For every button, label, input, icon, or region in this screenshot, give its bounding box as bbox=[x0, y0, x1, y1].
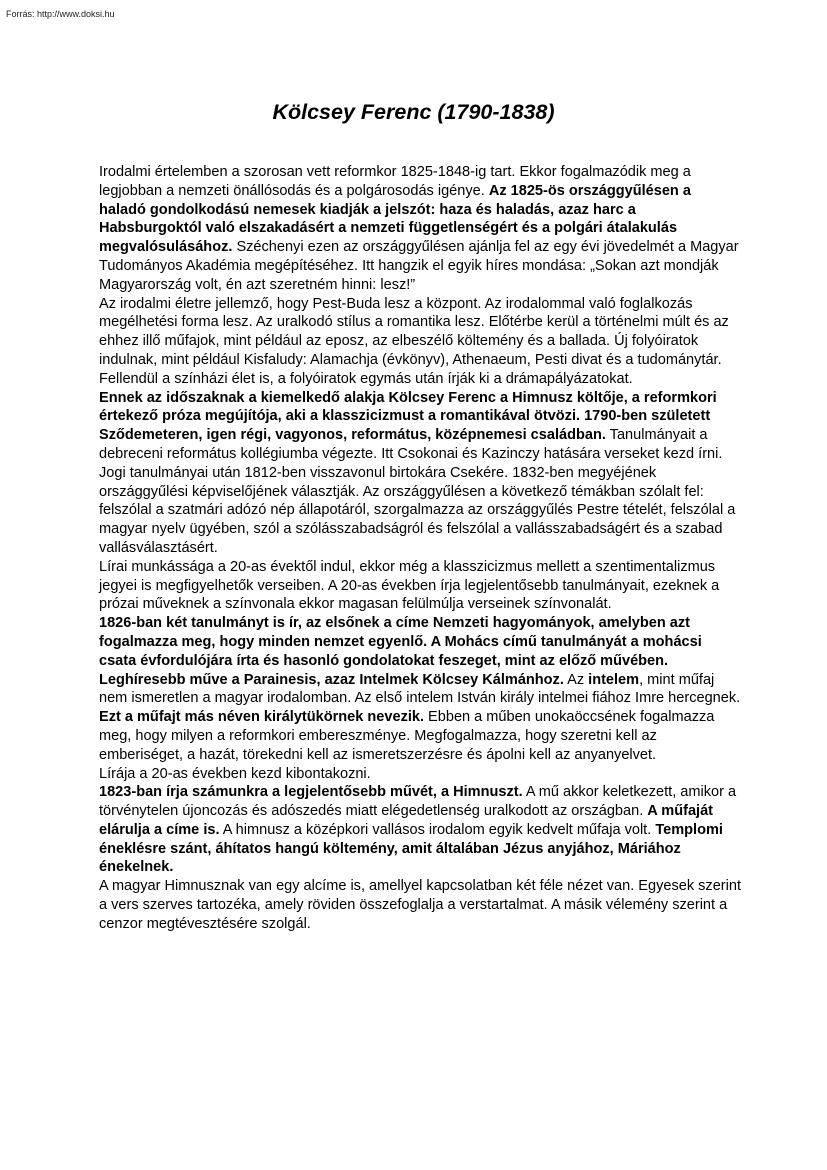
bold-text-run: Ennek az időszaknak a kiemelkedő alakja Kölcsey Ferenc a Himnusz költője, a reformkori értekező próza megújítója, aki a klasszicizmust a romantikával ötvözi. 1790-ben született Sződemeteren, igen régi, vagyonos, református, középnemesi családban. bbox=[99, 389, 717, 444]
bold-text-run: 1823-ban írja számunkra a legjelentősebb művét, a Himnuszt. bbox=[99, 784, 523, 801]
bold-text-run: 1826-ban két tanulmányt is ír, az elsőnek a címe Nemzeti hagyományok, amelyben azt fogalmazza meg, hogy minden nemzet egyenlő. A Mohács című tanulmányát a mohácsi csata évfordulójára írta és hasonló gondolatokat feszeget, mint az előző művében. bbox=[99, 615, 702, 669]
bold-text-run: intelem bbox=[588, 671, 640, 688]
paragraph bbox=[99, 295, 741, 389]
bold-text-run: Leghíresebb műve a Parainesis, azaz Intelmek Kölcsey Kálmánhoz. bbox=[99, 671, 564, 688]
source-line: Forrás: http://www.doksi.hu bbox=[6, 9, 115, 19]
paragraph bbox=[99, 765, 741, 784]
paragraph bbox=[99, 671, 741, 765]
bold-text-run: A műfaját elárulja a címe is. bbox=[99, 803, 714, 838]
document-body bbox=[99, 163, 741, 934]
paragraph bbox=[99, 783, 741, 877]
text-run: Az bbox=[563, 671, 589, 688]
text-run: Lírája a 20-as években kezd kibontakozni. bbox=[99, 765, 371, 782]
bold-text-run: Ezt a műfajt más néven királytükörnek nevezik. bbox=[99, 709, 425, 726]
text-run: Tanulmányait a debreceni református kollégiumba végezte. Itt Csokonai és Kazinczy hatására verseket kezd írni. Jogi tanulmányai után 1812-ben visszavonul birtokára Csekére. 1832-ben megyéjének országgyűlési képviselőjének választják. Az országgyűlésen a következő témákban szólalt fel: felszólal a szatmári adózó nép állapotáról, szorgalmazza az országgyűlés Pestre tételét, felszólal a magyar nyelv ügyében, szól a szólásszabadságról és felszólal a vallásszabadságért és a szabad vallásválasztásért. bbox=[99, 427, 736, 556]
paragraph bbox=[99, 389, 741, 558]
bold-text-run: Az 1825-ös országgyűlésen a haladó gondolkodású nemesek kiadják a jelszót: haza és haladás, azaz harc a Habsburgoktól való elszakadásért a nemzeti függetlenségért és a polgári átalakulás megvalósulásához. bbox=[99, 182, 691, 256]
text-run: Ebben a műben unokaöccsének fogalmazza meg, hogy milyen a reformkori embereszménye. Megfogalmazza, hogy szeretni kell az emberiséget, a hazát, törekedni kell az ismeretszerzésre és ápolni kell az anyanyelvet. bbox=[99, 709, 715, 763]
paragraph bbox=[99, 614, 741, 670]
text-run: A himnusz a középkori vallásos irodalom egyik kedvelt műfaja volt. bbox=[219, 821, 656, 838]
paragraph bbox=[99, 877, 741, 933]
paragraph bbox=[99, 558, 741, 614]
text-run: Irodalmi értelemben a szorosan vett reformkor 1825-1848-ig tart. Ekkor fogalmazódik meg a legjobban a nemzeti önállósodás és a polgárosodás igénye. bbox=[99, 164, 691, 199]
text-run: Lírai munkássága a 20-as évektől indul, ekkor még a klasszicizmus mellett a szentimentalizmus jegyei is megfigyelhetők verseiben. A 20-as években írja legjelentősebb tanulmányait, ezeknek a prózai műveknek a színvonala ekkor magasan felülmúlja verseinek színvonalát. bbox=[99, 558, 720, 613]
document-title: Kölcsey Ferenc (1790-1838) bbox=[272, 100, 555, 124]
text-run: A mű akkor keletkezett, amikor a törvénytelen újoncozás és adószedés miatt elégedetlenség uralkodott az országban. bbox=[99, 784, 737, 820]
text-run: Az irodalmi életre jellemző, hogy Pest-Buda lesz a központ. Az irodalommal való foglalkozás megélhetési forma lesz. Az uralkodó stílus a romantika lesz. Előtérbe kerül a történelmi múlt és az ehhez illő műfajok, mint például az eposz, az elbeszélő költemény és a ballada. Új folyóiratok indulnak, mint például Kisfaludy: Alamachja (évkönyv), Athenaeum, Pesti divat és a tudománytár. Fellendül a színházi élet is, a folyóiratok egymás után írják ki a drámapályázatokat. bbox=[99, 295, 729, 387]
text-run: Széchenyi ezen az országgyűlésen ajánlja fel az egy évi jövedelmét a Magyar Tudományos Akadémia megépítéséhez. Itt hangzik el egyik híres mondása: „Sokan azt mondják Magyarország volt, én azt szeretném hinni: lesz!” bbox=[99, 239, 739, 293]
text-run: , mint műfaj nem ismeretlen a magyar irodalomban. Az első intelem István király intelmei fiához Imre hercegnek. bbox=[99, 671, 741, 707]
text-run: A magyar Himnusznak van egy alcíme is, amellyel kapcsolatban két féle nézet van. Egyesek szerint a vers szerves tartozéka, amely röviden összefoglalja a verstartalmat. A másik vélemény szerint a cenzor megtévesztésére szolgál. bbox=[99, 878, 741, 932]
paragraph bbox=[99, 163, 741, 295]
bold-text-run: Templomi éneklésre szánt, áhítatos hangú költemény, amit általában Jézus anyjához, Máriához énekelnek. bbox=[99, 821, 723, 876]
